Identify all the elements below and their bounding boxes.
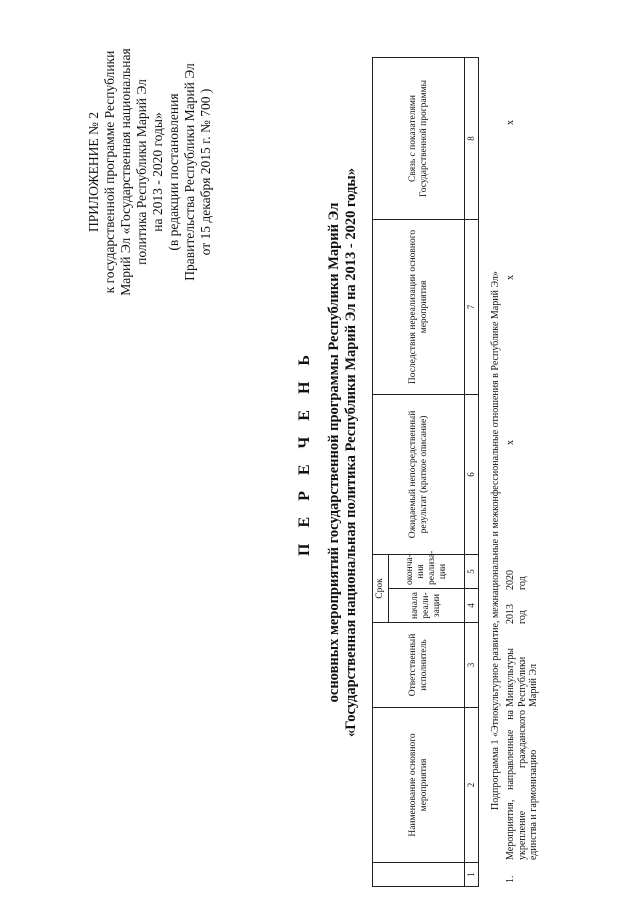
row-consequences: х bbox=[505, 275, 516, 280]
document-subtitle: «Государственная национальная политика Республики Марий Эл на 2013 - 2020 годы» bbox=[343, 168, 359, 737]
header-cell-start: начала реали-зации bbox=[389, 589, 465, 623]
header-cell-number bbox=[373, 863, 465, 887]
column-number-cell: 6 bbox=[465, 394, 479, 554]
measures-table bbox=[372, 57, 479, 887]
annex-line: к государственной программе Республики bbox=[102, 50, 117, 294]
annex-line: политика Республики Марий Эл bbox=[134, 79, 149, 265]
row-number: 1. bbox=[505, 875, 516, 883]
column-number-cell: 8 bbox=[465, 57, 479, 219]
column-number-cell: 7 bbox=[465, 219, 479, 394]
row-measure-name: Мероприятия, направленные на укрепление гражданского единства и гармонизацию bbox=[505, 710, 539, 860]
row-end-year: 2020 год bbox=[505, 570, 528, 590]
column-number-cell: 1 bbox=[465, 863, 479, 887]
annex-title: ПРИЛОЖЕНИЕ № 2 bbox=[86, 111, 101, 233]
row-result: х bbox=[505, 440, 516, 445]
annex-line: от 15 декабря 2015 г. № 700 ) bbox=[198, 88, 213, 256]
document-title: П Е Р Е Ч Е Н Ь bbox=[296, 349, 313, 556]
row-executor: Минкультуры Республики Марий Эл bbox=[505, 648, 539, 707]
annex-line: (в редакции постановления bbox=[166, 93, 181, 251]
header-cell-result: Ожидаемый непосредственный результат (краткое описание) bbox=[373, 394, 465, 554]
header-cell-consequences: Последствия нереализации основного мероприятия bbox=[373, 219, 465, 394]
header-cell-executor: Ответственный исполнитель bbox=[373, 623, 465, 708]
header-cell-name: Наименование основного мероприятия bbox=[373, 708, 465, 863]
header-cell-link: Связь с показателями Государственной программы bbox=[373, 57, 465, 219]
column-number-cell: 3 bbox=[465, 623, 479, 708]
annex-line: Марий Эл «Государственная национальная bbox=[118, 48, 133, 296]
column-number-cell: 4 bbox=[465, 589, 479, 623]
annex-line: Правительства Республики Марий Эл bbox=[182, 63, 197, 281]
document-subtitle: основных мероприятий государственной программы Республики Марий Эл bbox=[326, 202, 342, 703]
row-link: х bbox=[505, 120, 516, 125]
header-cell-term: Срок bbox=[373, 554, 389, 622]
subprogram-title: Подпрограмма 1 «Этнокультурное развитие, межнациональные и межконфессиональные отношения в Республике Марий Эл» bbox=[490, 271, 501, 810]
annex-line: на 2013 - 2020 годы» bbox=[150, 112, 165, 232]
column-number-cell: 5 bbox=[465, 554, 479, 588]
column-number-cell: 2 bbox=[465, 708, 479, 863]
annex-block bbox=[86, 37, 214, 307]
row-start-year: 2013 год bbox=[505, 604, 528, 624]
header-cell-end: оконча-ния реализа-ции bbox=[389, 554, 465, 588]
